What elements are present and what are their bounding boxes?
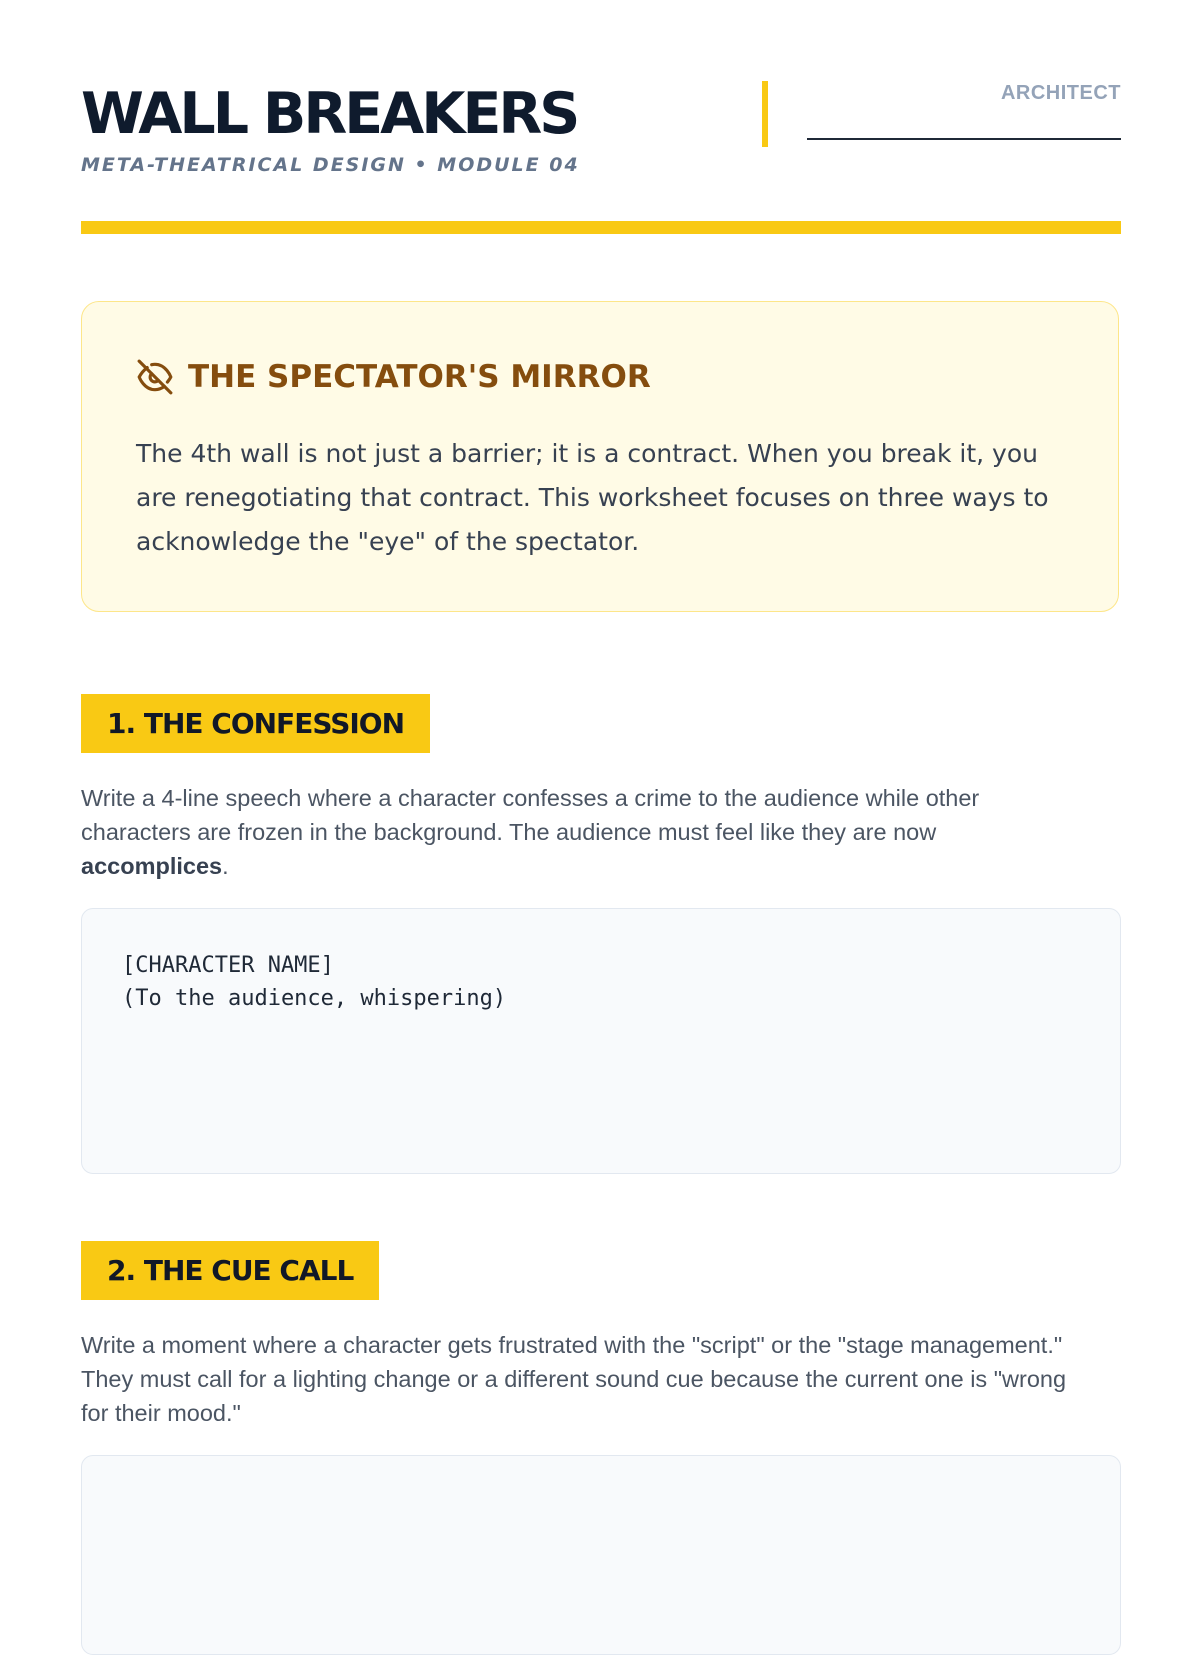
header-divider — [81, 221, 1121, 234]
section-1-answer-box[interactable] — [81, 908, 1121, 1174]
section-1-heading: 1. THE CONFESSION — [81, 694, 430, 753]
eye-off-icon — [136, 358, 174, 396]
architect-accent-bar — [762, 81, 768, 147]
page-header — [81, 0, 1121, 235]
section-1-desc-emphasis: accomplices — [81, 853, 223, 879]
script-template — [122, 949, 506, 1015]
section-2-heading: 2. THE CUE CALL — [81, 1241, 379, 1300]
architect-label: ARCHITECT — [1000, 82, 1121, 104]
page-subtitle: META-THEATRICAL DESIGN • MODULE 04 — [81, 154, 580, 176]
script-stage-direction: (To the audience, whispering) — [122, 986, 507, 1011]
spectators-mirror-callout — [81, 301, 1119, 612]
page-title: WALL BREAKERS — [81, 81, 578, 147]
section-2-answer-box[interactable] — [81, 1455, 1121, 1655]
script-character-name: [CHARACTER NAME] — [122, 953, 334, 978]
callout-title: THE SPECTATOR'S MIRROR — [188, 359, 651, 395]
worksheet-page — [81, 0, 1121, 1426]
section-1-desc-end: . — [222, 853, 229, 879]
architect-name-field[interactable] — [807, 138, 1121, 140]
section-1-description — [81, 781, 1071, 883]
callout-body: The 4th wall is not just a barrier; it is a contract. When you break it, you are renegotiating that contract. This worksheet focuses on three ways to acknowledge the "eye" of the spectator. — [136, 439, 1049, 556]
section-2-description: Write a moment where a character gets frustrated with the "script" or the "stage management." They must call for a lighting change or a different sound cue because the current one is "wrong for their mood." — [81, 1332, 1067, 1426]
callout-header — [136, 358, 651, 396]
section-1-desc-text: Write a 4-line speech where a character confesses a crime to the audience while other characters are frozen in the background. The audience must feel like they are now — [81, 785, 980, 845]
